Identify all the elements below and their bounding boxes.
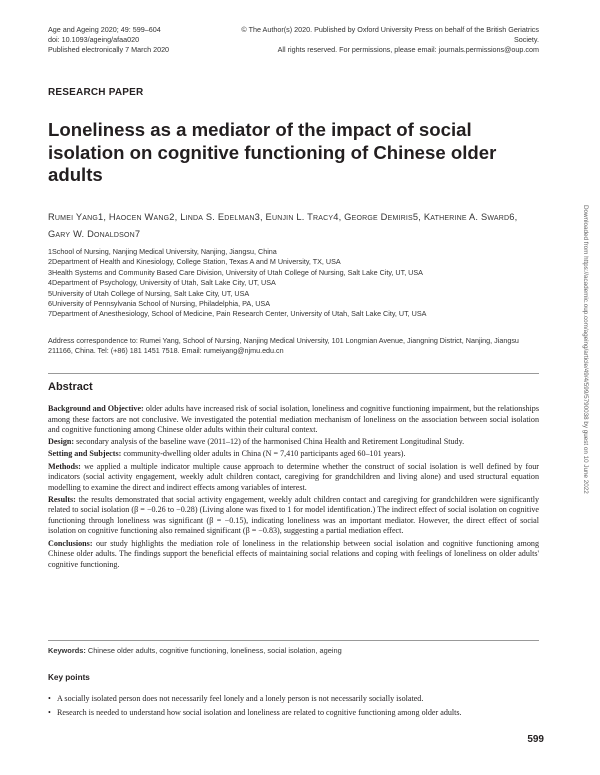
abstract-section-text: community-dwelling older adults in China (N = 7,410 participants aged 60–101 years). [121, 449, 406, 459]
keywords-text: Chinese older adults, cognitive functioning, loneliness, social isolation, ageing [85, 646, 342, 655]
key-point-item: • A socially isolated person does not necessarily feel lonely and a lonely person is not necessarily socially isolated. [48, 692, 543, 706]
correspondence-address: Address correspondence to: Rumei Yang, School of Nursing, Nanjing Medical University, 101 Longmian Avenue, Jiangning District, Nanjing, Jiangsu 211166, China. Tel: (+86) 181 1451 7518. Email: rumeiyang@njmu.edu.cn [48, 336, 519, 356]
section-label: RESEARCH PAPER [48, 87, 144, 98]
affiliation-item: 5University of Utah College of Nursing, Salt Lake City, UT, USA [48, 288, 250, 298]
abstract-section-label: Results: [48, 494, 76, 504]
download-watermark: Downloaded from https://academic.oup.com/ageing/article/49/4/599/5790038 by guest on 10 June 2022 [582, 205, 589, 494]
abstract-body [48, 404, 539, 572]
key-point-item: • Research is needed to understand how social isolation and loneliness are related to cognitive functioning among older adults. [48, 706, 543, 720]
published-date: Published electronically 7 March 2020 [48, 45, 170, 54]
abstract-section-text: we applied a multiple indicator multiple cause approach to determine whether the construct of social isolation is well defined by four indicators (social activity engagement, weekly adult children contact, caregiving for grandchildren and living alone) and used structural equation modelling to examine the direct and indirect effects among variables of interest. [48, 461, 539, 492]
page-number: 599 [527, 734, 544, 745]
abstract-paragraph [48, 539, 539, 571]
divider [48, 640, 539, 641]
journal-line: Age and Ageing 2020; 49: 599–604 [48, 25, 161, 34]
abstract-section-label: Setting and Subjects: [48, 449, 122, 459]
abstract-paragraph [48, 462, 539, 494]
abstract-section-text: the results demonstrated that social activity engagement, weekly adult children contact and caregiving for grandchildren were significantly related to social isolation (β = −0.26 to −0.28) (Living alone was fixed to 1 for model identification.) The indirect effect of social isolation on cognitive functioning through loneliness was significant (β = −0.15), indicating loneliness was an important mediator. However, the direct effect of social isolation on cognitive functioning also remained significant (β = −0.83), suggesting a partial mediation effect. [48, 494, 539, 536]
abstract-section-text: secondary analysis of the baseline wave (2011–12) of the harmonised China Health and Retirement Longitudinal Study. [74, 437, 465, 447]
key-points-list [48, 692, 543, 720]
abstract-paragraph [48, 437, 539, 448]
abstract-section-text: older adults have increased risk of social isolation, loneliness and cognitive functioning impairment, but the relationships among these factors are not conclusive. We investigated the potential mediation mechanism of loneliness on the association between social isolation and cognitive functioning among Chinese older adults within their cultural context. [48, 404, 539, 435]
affiliation-item: 4Department of Psychology, University of Utah, Salt Lake City, UT, USA [48, 278, 276, 288]
copyright-line: © The Author(s) 2020. Published by Oxford University Press on behalf of the British Geriatrics Society. [241, 25, 539, 44]
abstract-section-label: Background and Objective: [48, 404, 144, 413]
affiliation-item: 2Department of Health and Kinesiology, College Station, Texas A and M University, TX, USA [48, 257, 341, 267]
abstract-heading: Abstract [48, 381, 93, 393]
abstract-paragraph [48, 449, 539, 460]
divider [48, 373, 539, 374]
abstract-section-text: our study highlights the mediation role of loneliness in the relationship between social isolation and cognitive functioning among Chinese older adults. The findings support the beneficial effects of maintaining social relations and coping with feelings of loneliness on older adults' cognitive functioning. [48, 538, 539, 569]
article-title: Loneliness as a mediator of the impact of social isolation on cognitive functioning of Chinese older adults [48, 119, 497, 185]
author-list: Rumei Yang1, Haocen Wang2, Linda S. Edelman3, Eunjin L. Tracy4, George Demiris5, Katherine A. Sward6, Gary W. Donaldson7 [48, 212, 518, 239]
abstract-section-label: Conclusions: [48, 538, 93, 548]
doi[interactable]: doi: 10.1093/ageing/afaa020 [48, 35, 140, 44]
key-points-heading: Key points [48, 673, 90, 682]
affiliation-item: 6University of Pennsylvania School of Nursing, Philadelphia, PA, USA [48, 299, 270, 309]
affiliation-list [48, 247, 528, 320]
keywords [48, 646, 539, 656]
rights-line: All rights reserved. For permissions, please email: journals.permissions@oup.com [277, 45, 539, 54]
affiliation-item: 3Health Systems and Community Based Care Division, University of Utah College of Nursing, Salt Lake City, UT, USA [48, 267, 423, 277]
affiliation-item: 7Department of Anesthesiology, School of Medicine, Pain Research Center, University of Utah, Salt Lake City, UT, USA [48, 309, 427, 319]
abstract-paragraph [48, 404, 539, 436]
journal-citation [48, 25, 169, 55]
abstract-section-label: Methods: [48, 461, 81, 471]
copyright-notice [239, 25, 539, 55]
abstract-section-label: Design: [48, 437, 75, 447]
abstract-paragraph [48, 495, 539, 537]
keywords-label: Keywords: [48, 646, 86, 655]
affiliation-item: 1School of Nursing, Nanjing Medical University, Nanjing, Jiangsu, China [48, 247, 277, 256]
